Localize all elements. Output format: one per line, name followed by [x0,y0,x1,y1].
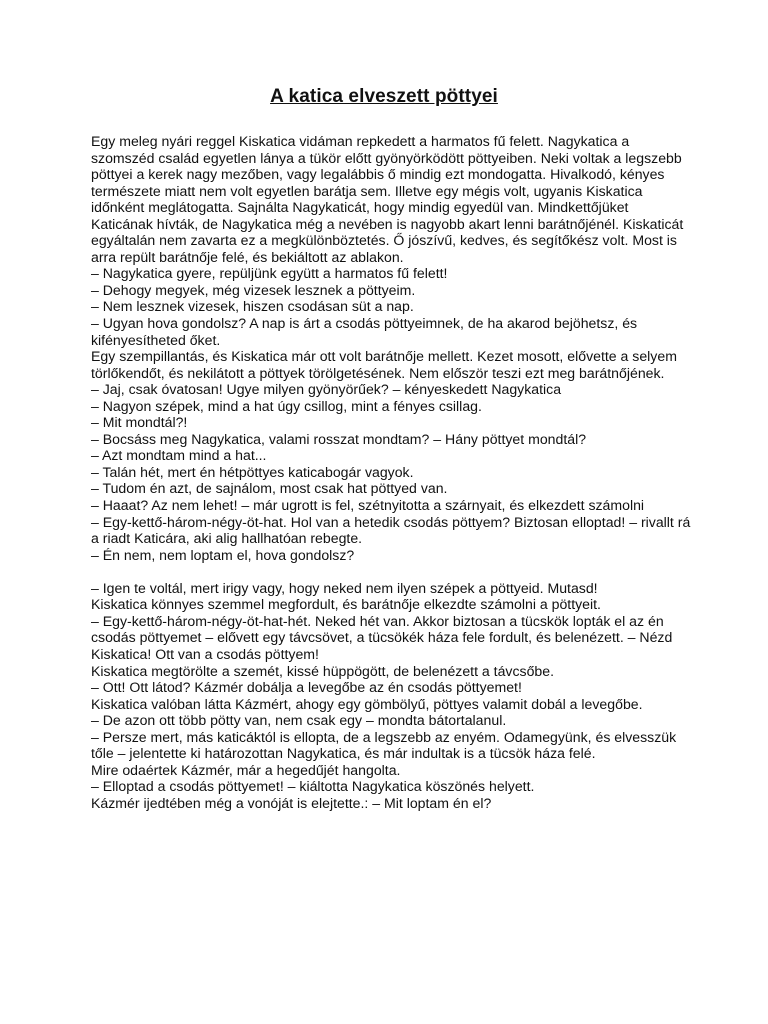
dialogue-line: – Nem lesznek vizesek, hiszen csodásan süt a nap. [91,298,414,315]
dialogue-line: – Nagyon szépek, mind a hat úgy csillog, mint a fényes csillag. [91,397,482,414]
dialogue-line: – Mit mondtál?! [91,414,188,431]
paragraph: Egy meleg nyári reggel Kiskatica vidáman repkedett a harmatos fű felett. Nagykatica a szomszéd család egyetlen lánya a tükör előtt gyönyörködött pöttyeiben. Neki voltak a legszebb pöttyei a kerek nagy mezőben, vagy legalábbis ő mindig ezt mondogatta. Hivalkodó, kényes természete miatt nem volt egyetlen barátja sem. Illetve egy mégis volt, ugyanis Kiskatica időnként meglátogatta. Sajnálta Nagykaticát, hogy mindig egyedül van. Mindkettőjüket Katicának hívták, de Nagykatica még a nevében is nagyobb akart lenni barátnőjénél. Kiskaticát egyáltalán nem zavarta ez a megkülönböztetés. Ő jószívű, kedves, és segítőkész volt. Most is arra repült barátnője felé, és bekiáltott az ablakon. [91,133,688,265]
dialogue-line: – Egy-kettő-három-négy-öt-hat-hét. Neked hét van. Akkor biztosan a tücskök lopták el az én csodás pöttyemet – elővett egy távcsövet, a tücsökék háza fele fordult, és belenézett. – Nézd Kiskatica! Ott van a csodás pöttyem! [91,612,677,662]
dialogue-line: – Persze mert, más katicáktól is ellopta, de a legszebb az enyém. Odamegyünk, és elvesszük tőle – jelentette ki határozottan Nagykatica, és már indultak is a tücsök háza felé. [91,728,681,762]
dialogue-line: – Igen te voltál, mert irigy vagy, hogy neked nem ilyen szépek a pöttyeid. Mutasd! [91,579,598,596]
dialogue-line: – Jaj, csak óvatosan! Ugye milyen gyönyörűek? – kényeskedett Nagykatica [91,381,562,398]
paragraph: Kiskatica könnyes szemmel megfordult, és barátnője elkezdte számolni a pöttyeit. [91,596,601,613]
dialogue-line: – De azon ott több pötty van, nem csak egy – mondta bátortalanul. [91,712,507,729]
paragraph: Egy szempillantás, és Kiskatica már ott volt barátnője mellett. Kezet mosott, elővette a selyem törlőkendőt, és nekilátott a pöttyek törölgetésének. Nem először teszi ezt meg barátnőjének. [91,348,681,381]
dialogue-line: – Elloptad a csodás pöttyemet! – kiáltotta Nagykatica köszönés helyett. [91,778,535,795]
dialogue-line: – Haaat? Az nem lehet! – már ugrott is fel, szétnyitotta a szárnyait, és elkezdett számolni [91,497,645,514]
dialogue-line: – Azt mondtam mind a hat... [91,447,267,464]
dialogue-line: – Bocsáss meg Nagykatica, valami rosszat mondtam? – Hány pöttyet mondtál? [91,430,587,447]
dialogue-line: – Ott! Ott látod? Kázmér dobálja a levegőbe az én csodás pöttyemet! [91,679,522,696]
dialogue-line: – Egy-kettő-három-négy-öt-hat. Hol van a hetedik csodás pöttyem? Biztosan elloptad! – rivallt rá a riadt Katicára, aki alig hallhatóan rebegte. [91,513,695,547]
paragraph-spacer [91,563,691,580]
document-title: A katica elveszett pöttyei [270,86,498,107]
paragraph: Kiskatica valóban látta Kázmért, ahogy egy gömbölyű, pöttyes valamit dobál a levegőbe. [91,695,643,712]
document-body [91,133,695,811]
dialogue-line: – Ugyan hova gondolsz? A nap is árt a csodás pöttyeimnek, de ha akarod bejöhetsz, és kifényesítheted őket. [91,315,642,348]
paragraph: Kiskatica megtörölte a szemét, kissé hüppögött, de belenézett a távcsőbe. [91,662,555,679]
dialogue-line: – Talán hét, mert én hétpöttyes katicabogár vagyok. [91,463,414,480]
dialogue-line: – Dehogy megyek, még vizesek lesznek a pöttyeim. [91,281,416,298]
dialogue-line: – Nagykatica gyere, repüljünk együtt a harmatos fű felett! [91,265,448,282]
paragraph: Kázmér ijedtében még a vonóját is elejtette.: – Mit loptam én el? [91,794,492,811]
dialogue-line: – Tudom én azt, de sajnálom, most csak hat pöttyed van. [91,480,448,497]
paragraph: Mire odaértek Kázmér, már a hegedűjét hangolta. [91,761,401,778]
dialogue-line: – Én nem, nem loptam el, hova gondolsz? [91,546,355,563]
